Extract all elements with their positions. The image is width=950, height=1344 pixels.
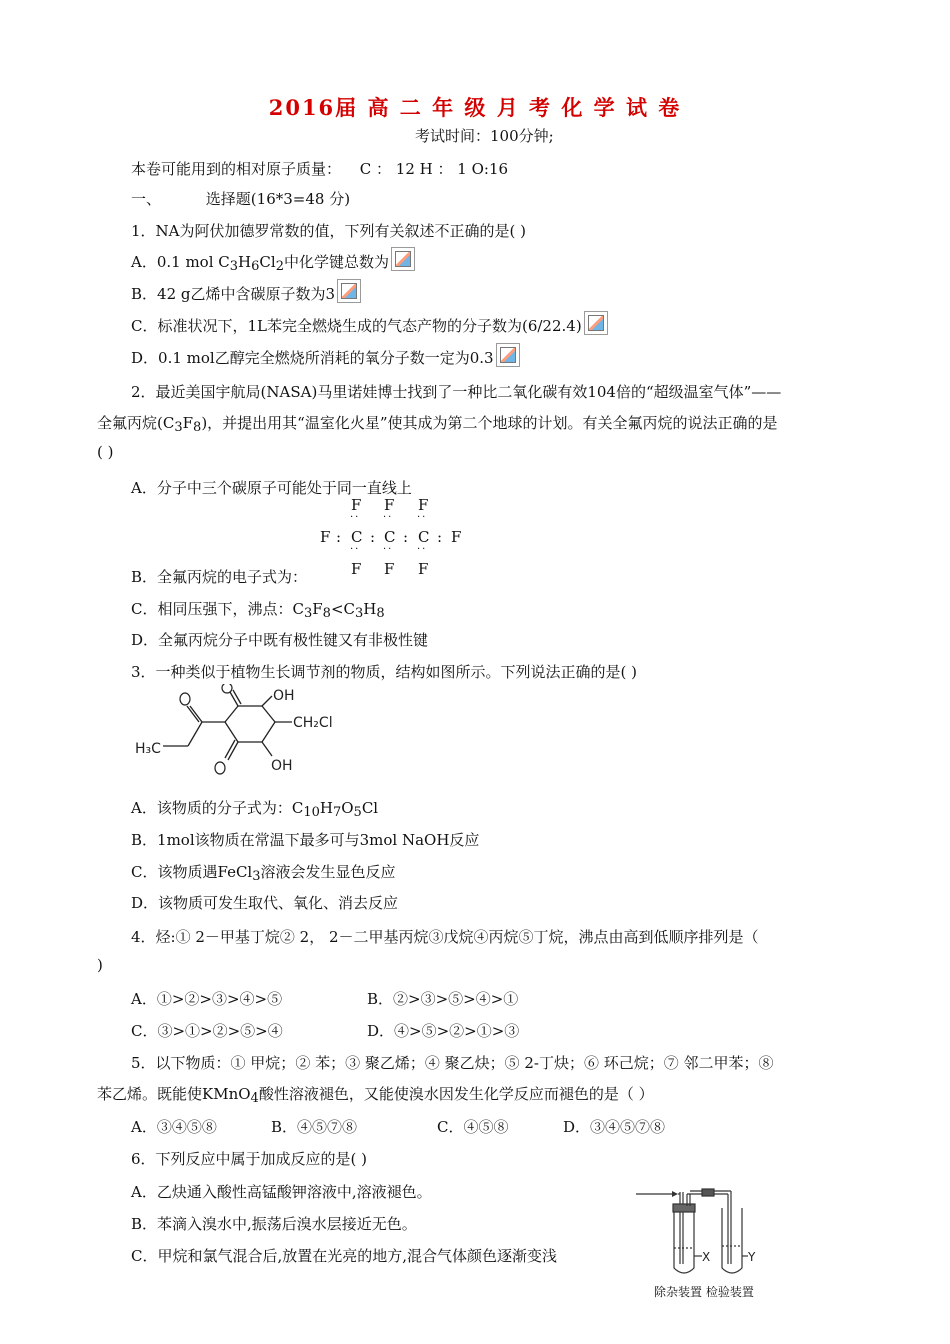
- q3-a-text: A．该物质的分子式为：C: [131, 799, 304, 817]
- q1-option-a: [131, 247, 415, 274]
- q5-stem-line1: 5．以下物质：① 甲烷；② 苯；③ 聚乙烯；④ 聚乙炔；⑤ 2-丁炔；⑥ 环己烷；⑦ 邻二甲苯；⑧: [131, 1054, 774, 1072]
- q2-option-d: D．全氟丙烷分子中既有极性键又有非极性键: [131, 631, 429, 649]
- q4-option-a: A．①>②>③>④>⑤: [131, 990, 283, 1008]
- lewis-c-3: C: [418, 528, 430, 546]
- q5-option-c: C．④⑤⑧: [437, 1118, 509, 1136]
- lewis-dots: ··: [417, 512, 428, 523]
- lewis-dots: ··: [350, 544, 361, 555]
- broken-image-icon: [584, 311, 608, 335]
- lewis-dots: ··: [383, 544, 394, 555]
- q2-c-text: F: [312, 600, 323, 618]
- q1-stem: 1．NA为阿伏加德罗常数的值，下列有关叙述不正确的是( ): [131, 222, 526, 240]
- subscript: 3: [303, 606, 313, 621]
- q1-option-c: [131, 311, 608, 336]
- q3-a-text: H: [319, 799, 333, 817]
- lewis-f-right: F: [451, 528, 462, 546]
- subscript: 3: [355, 606, 364, 621]
- q3-a-text: Cl: [361, 799, 379, 817]
- subscript: 3: [174, 420, 183, 435]
- q3-structure-diagram: [130, 684, 350, 784]
- q2-option-c: [131, 598, 385, 621]
- atomic-mass-label: 本卷可能用到的相对原子质量：: [131, 160, 342, 178]
- q2-option-b: B．全氟丙烷的电子式为：: [131, 568, 308, 586]
- lewis-dots: ··: [417, 544, 428, 555]
- q5-option-b: B．④⑤⑦⑧: [271, 1118, 358, 1136]
- hydroxyl-label: OH: [271, 758, 293, 774]
- lewis-colon: :: [370, 528, 376, 546]
- q4-option-c: C．③>①>②>⑤>④: [131, 1022, 283, 1040]
- q1-a-text: Cl: [259, 253, 276, 271]
- q2-text: 全氟丙烷(C: [97, 414, 175, 432]
- section-heading: [131, 188, 350, 209]
- q1-a-text: 中化学键总数为: [283, 253, 389, 271]
- q4-option-d: D．④>⑤>②>①>③: [367, 1022, 520, 1040]
- q2-c-text: C．相同压强下，沸点：C: [131, 600, 304, 618]
- oxygen-atom: [215, 762, 225, 774]
- atomic-mass-line: [131, 158, 508, 179]
- q2-stem-line2: [97, 412, 778, 435]
- lewis-f-bottom-1: F: [351, 560, 362, 578]
- broken-image-icon: [337, 279, 361, 303]
- q1-a-text: A．0.1 mol C: [131, 253, 230, 271]
- q4-stem-line1: 4．烃:① 2－甲基丁烷② 2， 2－二甲基丙烷③戊烷④丙烷⑤丁烷，沸点由高到低顺序排列是（: [131, 928, 759, 946]
- chloromethyl-label: CH₂Cl: [293, 715, 333, 731]
- q3-a-text: O: [341, 799, 354, 817]
- subscript: 2: [275, 259, 284, 274]
- section-index: 一、: [131, 190, 162, 208]
- lewis-dots: ··: [383, 512, 394, 523]
- subscript: 3: [229, 259, 239, 274]
- exam-time: 考试时间：100分钟;: [415, 127, 554, 145]
- lewis-f-top-1: F: [351, 496, 362, 514]
- lewis-colon: :: [336, 528, 342, 546]
- q3-stem: 3．一种类似于植物生长调节剂的物质，结构如图所示。下列说法正确的是( ): [131, 663, 638, 681]
- q5-option-a: A．③④⑤⑧: [131, 1118, 217, 1136]
- q1-c-text: C．标准状况下，1L苯完全燃烧生成的气态产物的分子数为(6/22.4): [131, 317, 582, 335]
- exam-title: 2016届 高 二 年 级 月 考 化 学 试 卷: [268, 95, 682, 120]
- lewis-dots: ··: [350, 512, 361, 523]
- broken-image-icon: [391, 247, 415, 271]
- lewis-f-left: F: [320, 528, 331, 546]
- lewis-c-2: C: [384, 528, 396, 546]
- q6-stem: 6．下列反应中属于加成反应的是( ): [131, 1150, 368, 1168]
- lewis-colon: :: [437, 528, 443, 546]
- q2-text: )，并提出用其“温室化火星”使其成为第二个地球的计划。有关全氟丙烷的说法正确的是: [201, 414, 778, 432]
- q3-option-b: B．1mol该物质在常温下最多可与3mol NaOH反应: [131, 831, 480, 849]
- lewis-c-1: C: [351, 528, 363, 546]
- q5-stem-line2: [97, 1083, 654, 1106]
- q2-c-text: H: [363, 600, 377, 618]
- q1-option-d: [131, 343, 520, 368]
- q3-option-a: [131, 797, 378, 820]
- subscript: 10: [303, 805, 320, 820]
- q5-option-d: D．③④⑤⑦⑧: [563, 1118, 666, 1136]
- section-title: 选择题(16*3=48 分): [205, 190, 351, 208]
- q4-option-b: B．②>③>⑤>④>①: [367, 990, 519, 1008]
- lewis-f-top-2: F: [384, 496, 395, 514]
- q3-c-text: 溶液会发生显色反应: [260, 863, 396, 881]
- q2-option-a: A．分子中三个碳原子可能处于同一直线上: [131, 479, 412, 497]
- q1-b-text: B．42 g乙烯中含碳原子数为3: [131, 285, 336, 303]
- apparatus-label-y: Y: [748, 1250, 756, 1264]
- subscript: 4: [250, 1091, 259, 1106]
- subscript: 8: [322, 606, 331, 621]
- atomic-mass-values: C ： 12 H ： 1 O:16: [359, 160, 509, 178]
- broken-image-icon: [496, 343, 520, 367]
- q3-c-text: C．该物质遇FeCl: [131, 863, 253, 881]
- lewis-f-top-3: F: [418, 496, 429, 514]
- q6-option-a: A．乙炔通入酸性高锰酸钾溶液中,溶液褪色。: [131, 1183, 432, 1201]
- q6-option-b: B．苯滴入溴水中,振荡后溴水层接近无色。: [131, 1215, 417, 1233]
- q2-stem-line3: ( ): [97, 443, 114, 461]
- lewis-f-bottom-2: F: [384, 560, 395, 578]
- apparatus-lines: [636, 1189, 748, 1273]
- q1-a-text: H: [238, 253, 252, 271]
- subscript: 7: [332, 805, 342, 820]
- q2-stem-line1: 2．最近美国宇航局(NASA)马里诺娃博士找到了一种比二氧化碳有效104倍的“超级温室气体”——: [131, 383, 782, 401]
- oxygen-atom: [180, 693, 190, 705]
- q4-stem-line2: ): [97, 956, 103, 974]
- subscript: 8: [193, 420, 202, 435]
- subscript: 5: [353, 805, 362, 820]
- q6-option-c: C．甲烷和氯气混合后,放置在光亮的地方,混合气体颜色逐渐变浅: [131, 1247, 558, 1265]
- q2-c-text: <C: [330, 600, 355, 618]
- lewis-colon: :: [403, 528, 409, 546]
- q2-text: F: [182, 414, 194, 432]
- apparatus-caption: 除杂装置 检验装置: [654, 1285, 754, 1299]
- lewis-f-bottom-3: F: [418, 560, 429, 578]
- subscript: 3: [252, 869, 261, 884]
- subscript: 8: [376, 606, 385, 621]
- q3-option-d: D．该物质可发生取代、氧化、消去反应: [131, 894, 399, 912]
- q1-option-b: [131, 279, 361, 304]
- q3-option-c: [131, 861, 396, 884]
- subscript: 6: [251, 259, 260, 274]
- apparatus-label-x: X: [702, 1250, 711, 1264]
- q1-d-text: D．0.1 mol乙醇完全燃烧所消耗的氧分子数一定为0.3: [131, 349, 494, 367]
- hydroxyl-label: OH: [273, 688, 295, 704]
- q5-text: 酸性溶液褪色，又能使溴水因发生化学反应而褪色的是（ ）: [258, 1085, 654, 1103]
- q5-text: 苯乙烯。既能使KMnO: [97, 1085, 251, 1103]
- methyl-label: H₃C: [135, 741, 161, 757]
- oxygen-atom: [222, 684, 232, 693]
